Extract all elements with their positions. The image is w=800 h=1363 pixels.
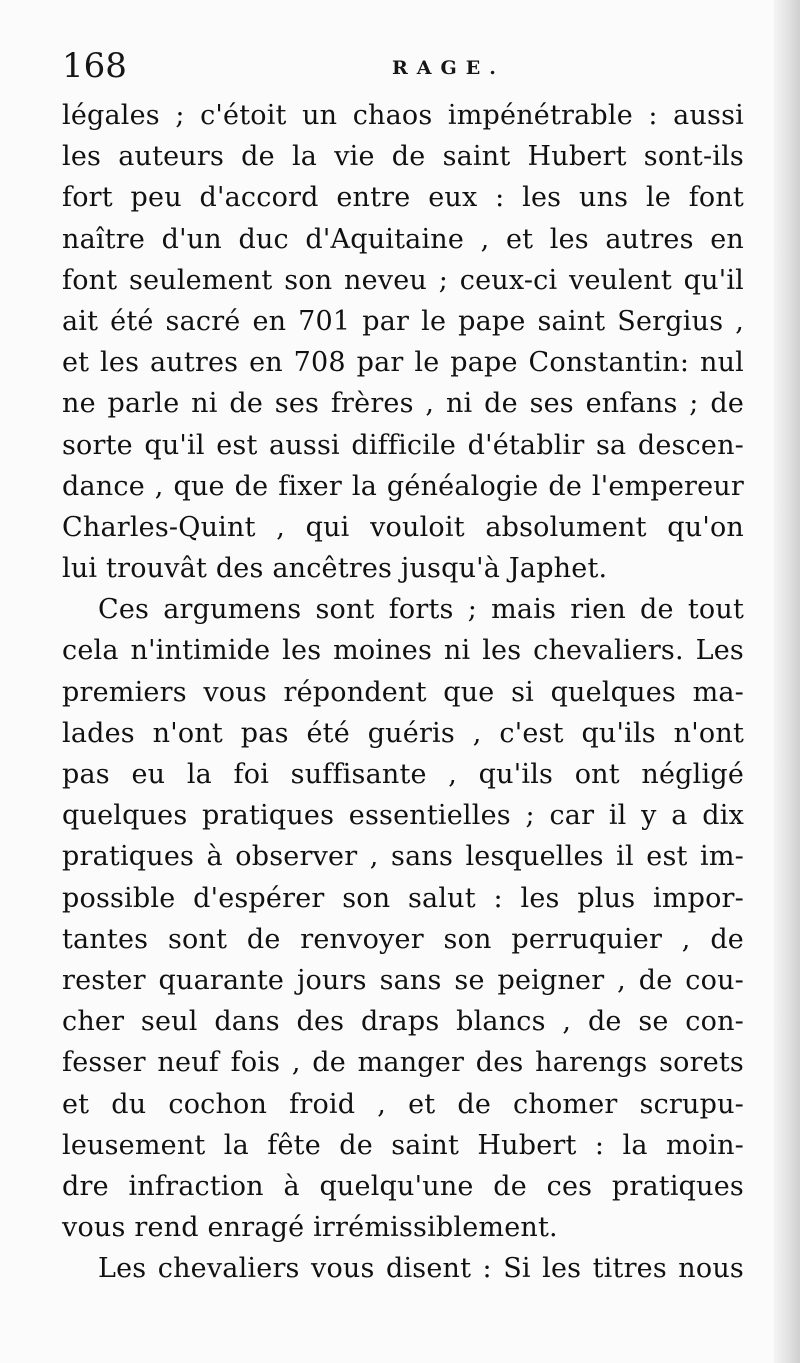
text-line: pas eu la foi suffisante , qu'ils ont négligé <box>62 759 744 790</box>
text-line: les auteurs de la vie de saint Hubert sont-ils <box>62 141 744 173</box>
paragraph-first-line: Ces argumens sont forts ; mais rien de tout <box>98 594 744 626</box>
text-line: légales ; c'étoit un chaos impénétrable : aussi <box>62 100 744 131</box>
text-line: sorte qu'il est aussi difficile d'établir sa descen- <box>62 429 744 461</box>
text-line: tantes sont de renvoyer son perruquier , de <box>62 923 744 955</box>
text-line: ait été sacré en 701 par le pape saint Sergius , <box>62 305 744 337</box>
text-line: ne parle ni de ses frères , ni de ses enfans ; de <box>62 388 744 420</box>
text-line: Charles-Quint , qui vouloit absolument qu'on <box>62 511 744 543</box>
text-line: et du cochon froid , et de chomer scrupu- <box>62 1088 744 1120</box>
page-header <box>62 44 742 88</box>
text-line: fesser neuf fois , de manger des harengs sorets <box>62 1047 744 1079</box>
paragraph-end-line: lui trouvât des ancêtres jusqu'à Japhet. <box>62 553 608 585</box>
text-line: fort peu d'accord entre eux : les uns le font <box>62 182 744 214</box>
text-line: leusement la fête de saint Hubert : la moin- <box>62 1129 744 1161</box>
page-number: 168 <box>62 46 127 86</box>
text-line: quelques pratiques essentielles ; car il y a dix <box>62 800 744 832</box>
text-line: cela n'intimide les moines ni les chevaliers. Les <box>62 635 744 667</box>
text-line: premiers vous répondent que si quelques ma- <box>62 676 744 708</box>
text-line: rester quarante jours sans se peigner , de cou- <box>62 964 744 996</box>
text-line: lades n'ont pas été guéris , c'est qu'ils n'ont <box>62 717 744 749</box>
running-head: RAGE. <box>392 57 505 79</box>
text-line: et les autres en 708 par le pape Constantin: nul <box>62 347 744 379</box>
paragraph-first-line: Les chevaliers vous disent : Si les titres nous <box>98 1253 744 1285</box>
page-edge-shadow <box>774 0 800 1363</box>
text-line: dre infraction à quelqu'une de ces pratiques <box>62 1170 744 1202</box>
body-text <box>62 95 744 1289</box>
text-line: dance , que de fixer la généalogie de l'empereur <box>62 470 744 502</box>
text-line: font seulement son neveu ; ceux-ci veulent qu'il <box>62 264 744 296</box>
text-line: naître d'un duc d'Aquitaine , et les autres en <box>62 223 744 255</box>
paragraph-end-line: vous rend enragé irrémissiblement. <box>62 1212 558 1244</box>
text-line: possible d'espérer son salut : les plus impor- <box>62 882 744 914</box>
text-line: cher seul dans des draps blancs , de se con- <box>62 1006 744 1038</box>
text-line: pratiques à observer , sans lesquelles il est im- <box>62 841 744 873</box>
